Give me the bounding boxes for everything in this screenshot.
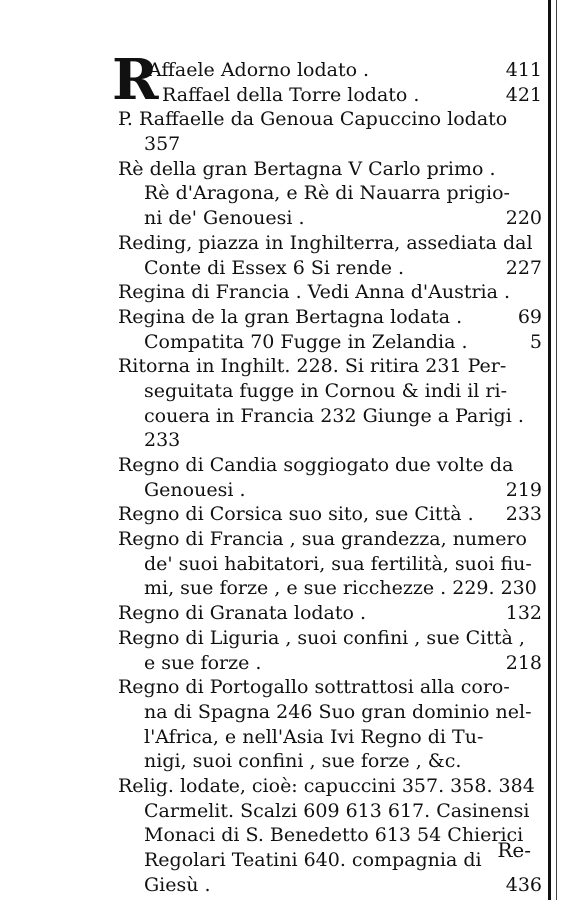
index-page-ref: 436 — [505, 873, 542, 896]
index-line — [118, 453, 548, 478]
index-line-text: Raffael della Torre lodato . — [162, 83, 420, 106]
page-edge-rule-thin — [556, 0, 557, 900]
index-line-text: Genouesi . — [144, 478, 246, 501]
index-line — [118, 181, 548, 206]
index-page-ref: 220 — [505, 207, 542, 230]
index-page-ref: 218 — [505, 651, 542, 674]
index-line — [118, 404, 548, 429]
index-line — [118, 157, 548, 182]
index-line — [118, 478, 548, 503]
index-line — [118, 873, 548, 898]
index-line-text: Relig. lodate, cioè: capuccini 357. 358. 384 — [118, 774, 535, 797]
index-line-text: Affaele Adorno lodato . — [148, 59, 370, 81]
index-line — [118, 749, 548, 774]
index-line — [118, 206, 548, 231]
index-line-text: e sue forze . — [144, 651, 262, 674]
index-line-text: nigi, suoi confini , sue forze , &c. — [144, 750, 462, 773]
index-line — [118, 305, 548, 330]
index-line-text: Regno di Francia , sua grandezza, numero — [118, 528, 527, 551]
index-line-text: couera in Francia 232 Giunge a Parigi . — [144, 404, 524, 427]
index-line — [118, 651, 548, 676]
index-line — [118, 107, 548, 132]
index-page-ref: 69 — [517, 305, 542, 328]
index-line-text: Monaci di S. Benedetto 613 54 Chierici — [144, 824, 524, 847]
index-line — [118, 379, 548, 404]
index-line — [118, 799, 548, 824]
index-line — [118, 502, 548, 527]
index-page-ref: 227 — [505, 256, 542, 279]
index-line — [118, 280, 548, 305]
index-line-text: ni de' Genouesi . — [144, 207, 305, 230]
index-line-text: Regolari Teatini 640. compagnia di — [144, 849, 482, 871]
index-line — [118, 428, 548, 453]
index-line — [118, 823, 548, 848]
index-line — [118, 700, 548, 725]
index-line-text: Regina di Francia . Vedi Anna d'Austria . — [118, 281, 511, 304]
index-line — [118, 330, 548, 355]
index-page-ref: 411 — [505, 59, 542, 81]
index-line — [118, 576, 548, 601]
index-line — [118, 132, 548, 157]
index-line-text: Regno di Corsica suo sito, sue Città . — [118, 503, 474, 526]
index-line — [118, 527, 548, 552]
index-line-text: Carmelit. Scalzi 609 613 617. Casinensi — [144, 799, 530, 822]
index-page-ref: 219 — [505, 478, 542, 501]
index-line-text: 233 — [144, 429, 181, 452]
index-line-text: Ritorna in Inghilt. 228. Si ritira 231 Per- — [118, 355, 507, 378]
index-line — [118, 848, 548, 873]
index-line — [118, 58, 548, 83]
index-line-text: mi, sue forze , e sue ricchezze . 229. 230 — [144, 577, 537, 600]
index-line-text: Rè della gran Bertagna V Carlo primo . — [118, 157, 496, 180]
index-line-text: de' suoi habitatori, sua fertilità, suoi fiu- — [144, 552, 532, 575]
index-line — [118, 725, 548, 750]
index-line — [118, 626, 548, 651]
index-line — [118, 256, 548, 281]
index-line-text: Giesù . — [144, 873, 211, 896]
index-line-text: seguitata fugge in Cornou & indi il ri- — [144, 379, 507, 402]
index-line — [118, 675, 548, 700]
index-page-ref: 5 — [529, 330, 542, 353]
index-entries — [118, 58, 548, 897]
index-line-text: P. Raffaelle da Genoua Capuccino lodato — [118, 108, 508, 131]
index-line — [118, 552, 548, 577]
index-line-text: Conte di Essex 6 Si rende . — [144, 256, 405, 279]
index-line-text: Compatita 70 Fugge in Zelandia . — [144, 330, 468, 353]
index-line-text: 357 — [144, 133, 181, 156]
index-line-text: Regno di Granata lodato . — [118, 602, 367, 625]
index-line — [118, 601, 548, 626]
index-line-text: l'Africa, e nell'Asia Ivi Regno di Tu- — [144, 725, 484, 748]
index-line — [118, 83, 548, 108]
index-line-text: Reding, piazza in Inghilterra, assediata dal — [118, 231, 533, 254]
drop-cap-initial: R — [112, 47, 159, 113]
index-line-text: Regno di Liguria , suoi confini , sue Città , — [118, 626, 525, 649]
index-line — [118, 231, 548, 256]
index-line — [118, 354, 548, 379]
page-edge-rule — [548, 0, 551, 900]
index-line-text: Regno di Portogallo sottrattosi alla coro- — [118, 676, 510, 699]
index-page-ref: 421 — [505, 83, 542, 106]
index-page-ref: 233 — [505, 503, 542, 526]
index-line-text: Regina de la gran Bertagna lodata . — [118, 305, 463, 328]
index-line-text: Rè d'Aragona, e Rè di Nauarra prigio- — [144, 182, 510, 205]
catchword: Re- — [497, 838, 531, 862]
index-line-text: Regno di Candia soggiogato due volte da — [118, 454, 514, 476]
index-page-ref: 132 — [505, 602, 542, 625]
index-line — [118, 774, 548, 799]
index-line-text: na di Spagna 246 Suo gran dominio nel- — [144, 700, 532, 723]
